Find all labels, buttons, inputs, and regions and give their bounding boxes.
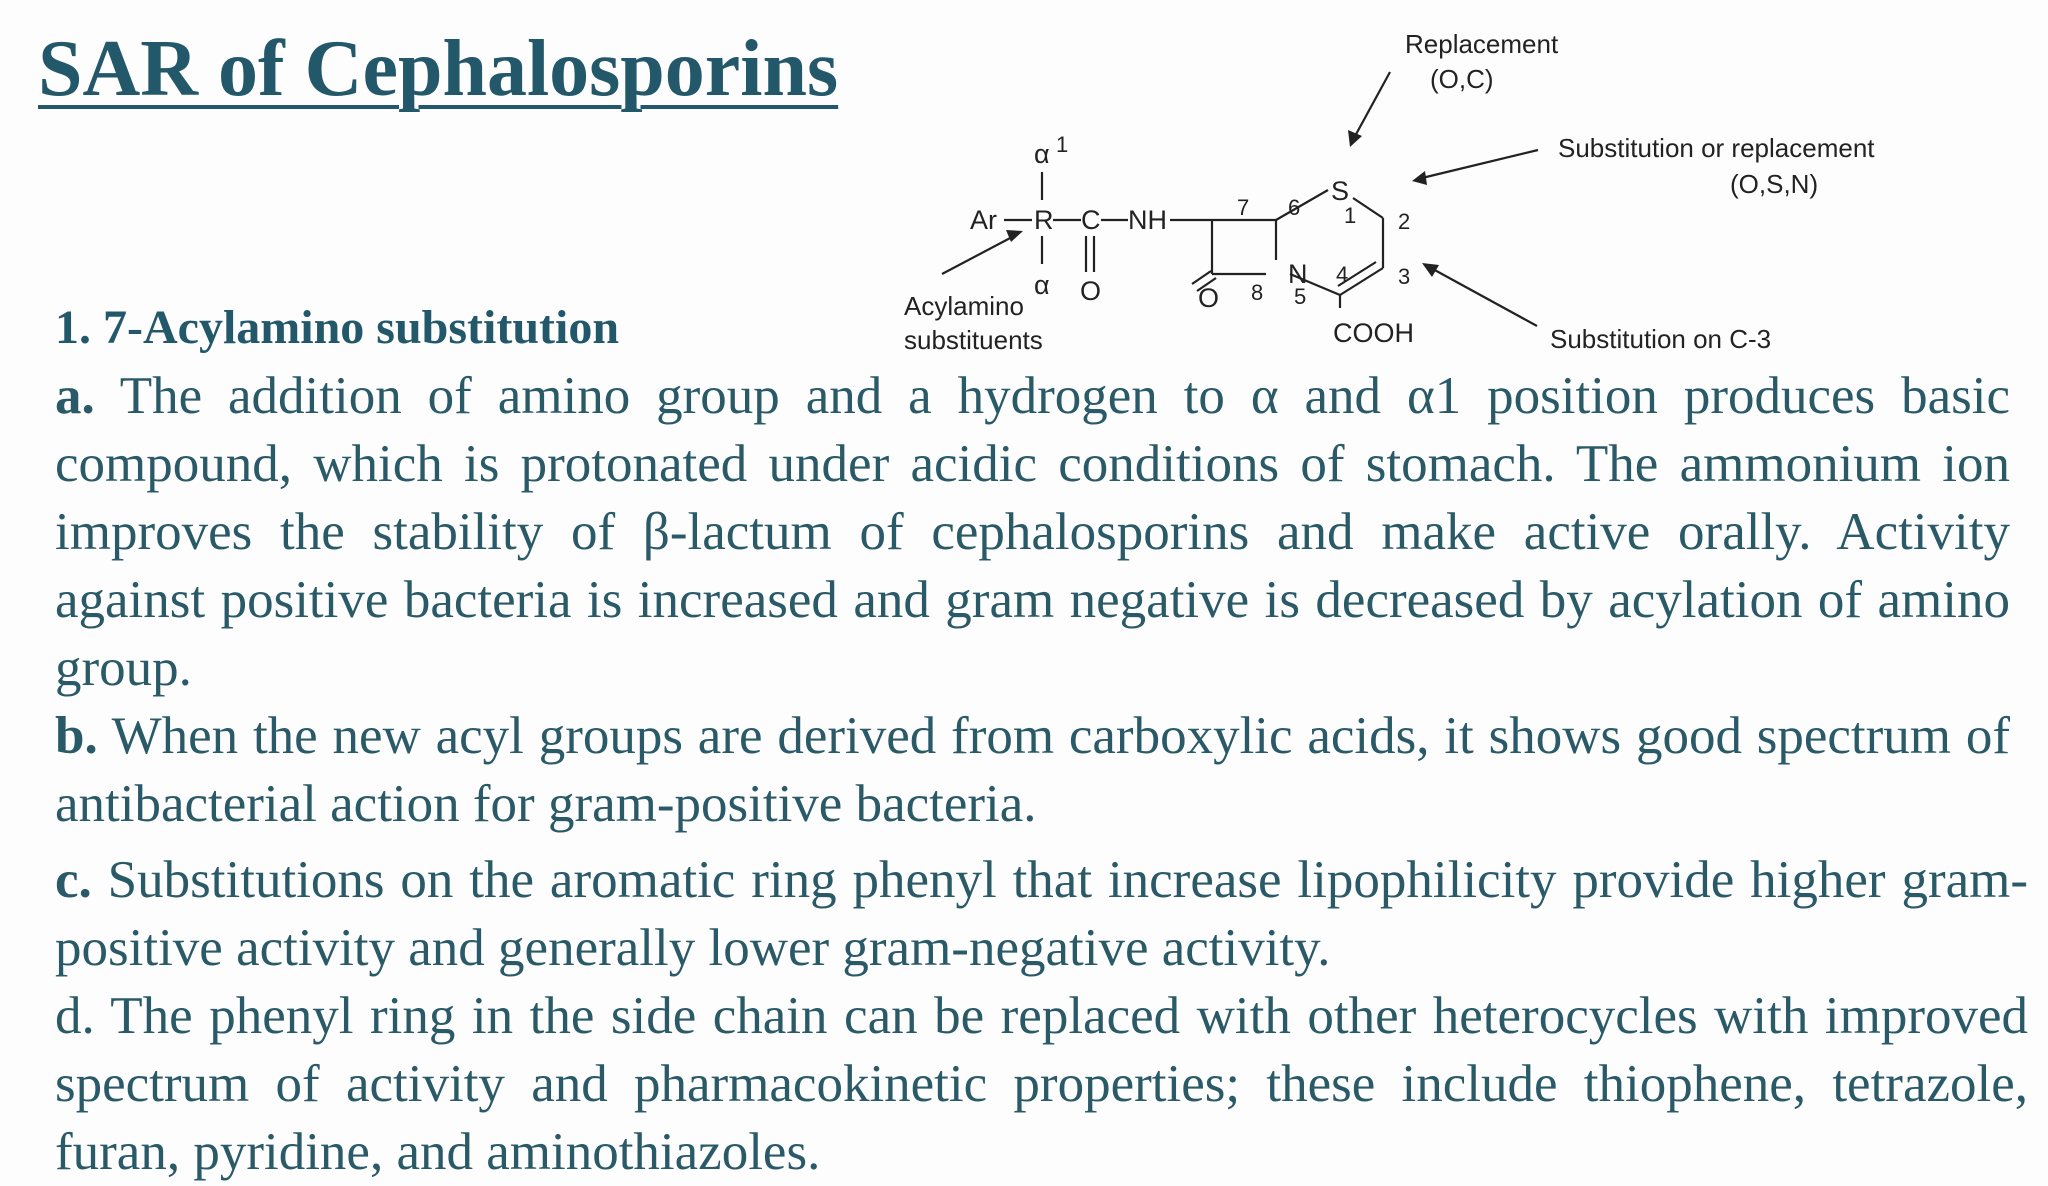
replacement-arrow bbox=[1354, 72, 1390, 138]
paragraph-b-text: When the new acyl groups are derived from carboxylic acids, it shows good spectrum of antibacterial action for gram-positive bacteria. bbox=[55, 707, 2010, 833]
replacement-atoms-label: (O,C) bbox=[1430, 64, 1494, 94]
replacement-label: Replacement bbox=[1405, 29, 1559, 59]
ring-number-8: 8 bbox=[1251, 280, 1264, 305]
replacement-arrowhead bbox=[1348, 130, 1362, 147]
ring-number-1: 1 bbox=[1344, 203, 1357, 228]
ring-number-3: 3 bbox=[1398, 264, 1411, 289]
ring-number-7: 7 bbox=[1237, 195, 1250, 220]
ring-number-4: 4 bbox=[1336, 262, 1349, 287]
alpha1-superscript: 1 bbox=[1056, 132, 1069, 157]
paragraph-a bbox=[55, 362, 2010, 702]
acylamino-label-line2: substituents bbox=[904, 325, 1043, 355]
substitution-c3-label: Substitution on C-3 bbox=[1550, 324, 1772, 354]
paragraph-a-marker: a. bbox=[55, 367, 95, 425]
substitution-or-replacement-label: Substitution or replacement bbox=[1558, 133, 1875, 163]
paragraph-b-marker: b. bbox=[55, 707, 98, 765]
carbonyl-c-atom: C bbox=[1081, 205, 1101, 235]
substitution-arrow bbox=[1422, 150, 1538, 178]
carbonyl-oxygen-atom: O bbox=[1080, 276, 1102, 306]
paragraph-c-marker: c. bbox=[55, 851, 92, 909]
substitution-atoms-label: (O,S,N) bbox=[1730, 169, 1819, 199]
acylamino-label-line1: Acylamino bbox=[904, 291, 1024, 321]
paragraph-c bbox=[55, 846, 2028, 982]
ring-number-5: 5 bbox=[1294, 284, 1307, 309]
cooh-group: COOH bbox=[1333, 318, 1414, 348]
nitrogen-atom: N bbox=[1288, 259, 1308, 289]
paragraph-c-text: Substitutions on the aromatic ring phenyl that increase lipophilicity provide higher gram-positive activity and generally lower gram-negative activity. bbox=[55, 851, 2029, 977]
paragraph-a-text: The addition of amino group and a hydrogen to α and α1 position produces basic compound, which is protonated under acidic conditions of stomach. The ammonium ion improves the stability of β-lactum of cephalosporins and make active orally. Activity against positive bacteria is increased and gram negative is decreased by acylation of amino group. bbox=[55, 367, 2010, 697]
paragraph-b bbox=[55, 702, 2010, 838]
r-atom: R bbox=[1034, 205, 1054, 235]
paragraph-d bbox=[55, 982, 2028, 1186]
acylamino-arrowhead bbox=[1006, 230, 1023, 242]
section-heading: 1. 7-Acylamino substitution bbox=[55, 301, 620, 354]
acylamino-arrow bbox=[942, 236, 1014, 274]
paragraph-d-text: d. The phenyl ring in the side chain can be replaced with other heterocycles with improved spectrum of activity and pharmacokinetic properties; these include thiophene, tetrazole, furan, pyridine, and aminothiazoles. bbox=[55, 987, 2028, 1181]
lactam-oxygen-atom: O bbox=[1198, 283, 1220, 313]
sulfur-atom: S bbox=[1331, 176, 1350, 206]
alpha1-label: α bbox=[1034, 139, 1050, 169]
ring-number-6: 6 bbox=[1288, 195, 1301, 220]
ring-number-2: 2 bbox=[1398, 209, 1411, 234]
c3-arrow bbox=[1431, 268, 1537, 326]
nh-atom: NH bbox=[1128, 205, 1167, 235]
cephalosporin-structure-diagram bbox=[890, 20, 2048, 360]
substitution-arrowhead bbox=[1412, 171, 1427, 185]
alpha-label: α bbox=[1034, 270, 1050, 300]
slide-title: SAR of Cephalosporins bbox=[38, 25, 839, 113]
ar-atom: Ar bbox=[970, 205, 997, 235]
